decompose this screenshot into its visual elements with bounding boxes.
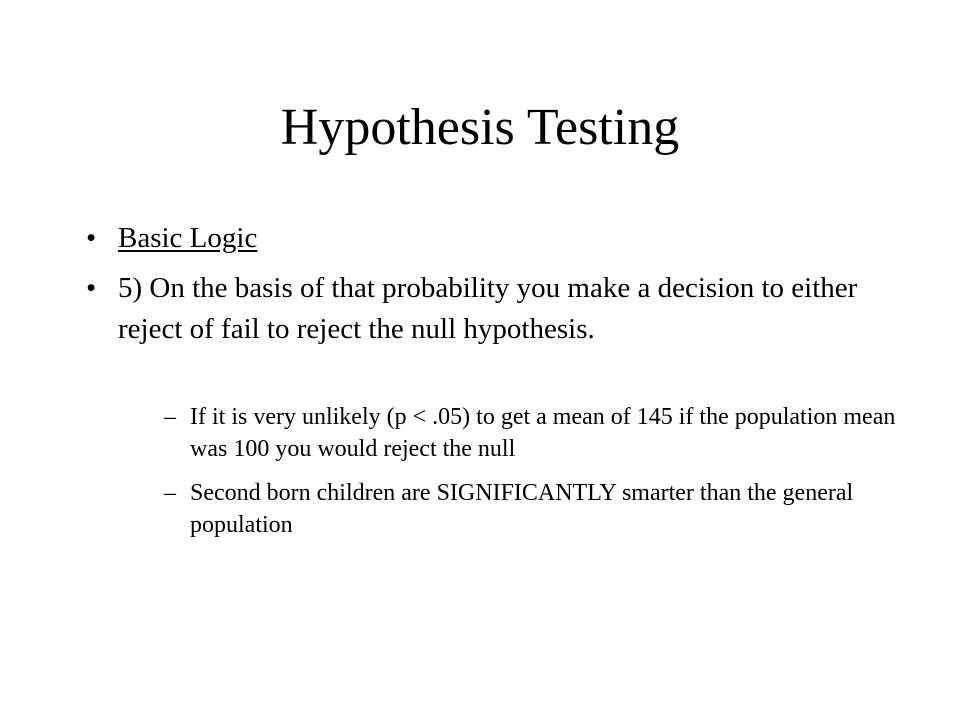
- bullet-list: [86, 218, 906, 553]
- slide-title: Hypothesis Testing: [280, 99, 680, 156]
- bullet-text: 5) On the basis of that probability you make a decision to either reject of fail to reject the null hypothesis.: [118, 272, 858, 345]
- bullet-item: [86, 218, 906, 259]
- sub-bullet-marker: –: [164, 404, 176, 430]
- bullet-text: Basic Logic: [118, 222, 258, 254]
- bullet-marker: •: [86, 222, 97, 254]
- sub-bullet-text: Second born children are SIGNIFICANTLY smarter than the general population: [190, 480, 854, 538]
- sub-bullet-text: If it is very unlikely (p < .05) to get a mean of 145 if the population mean was 100 you would reject the null: [190, 404, 896, 462]
- sub-bullet-marker: –: [164, 480, 176, 506]
- sub-bullet-item: [130, 477, 906, 541]
- bullet-marker: •: [86, 272, 97, 304]
- bullet-item: [86, 268, 906, 350]
- sub-bullet-item: [130, 401, 906, 465]
- spacer: [86, 350, 906, 401]
